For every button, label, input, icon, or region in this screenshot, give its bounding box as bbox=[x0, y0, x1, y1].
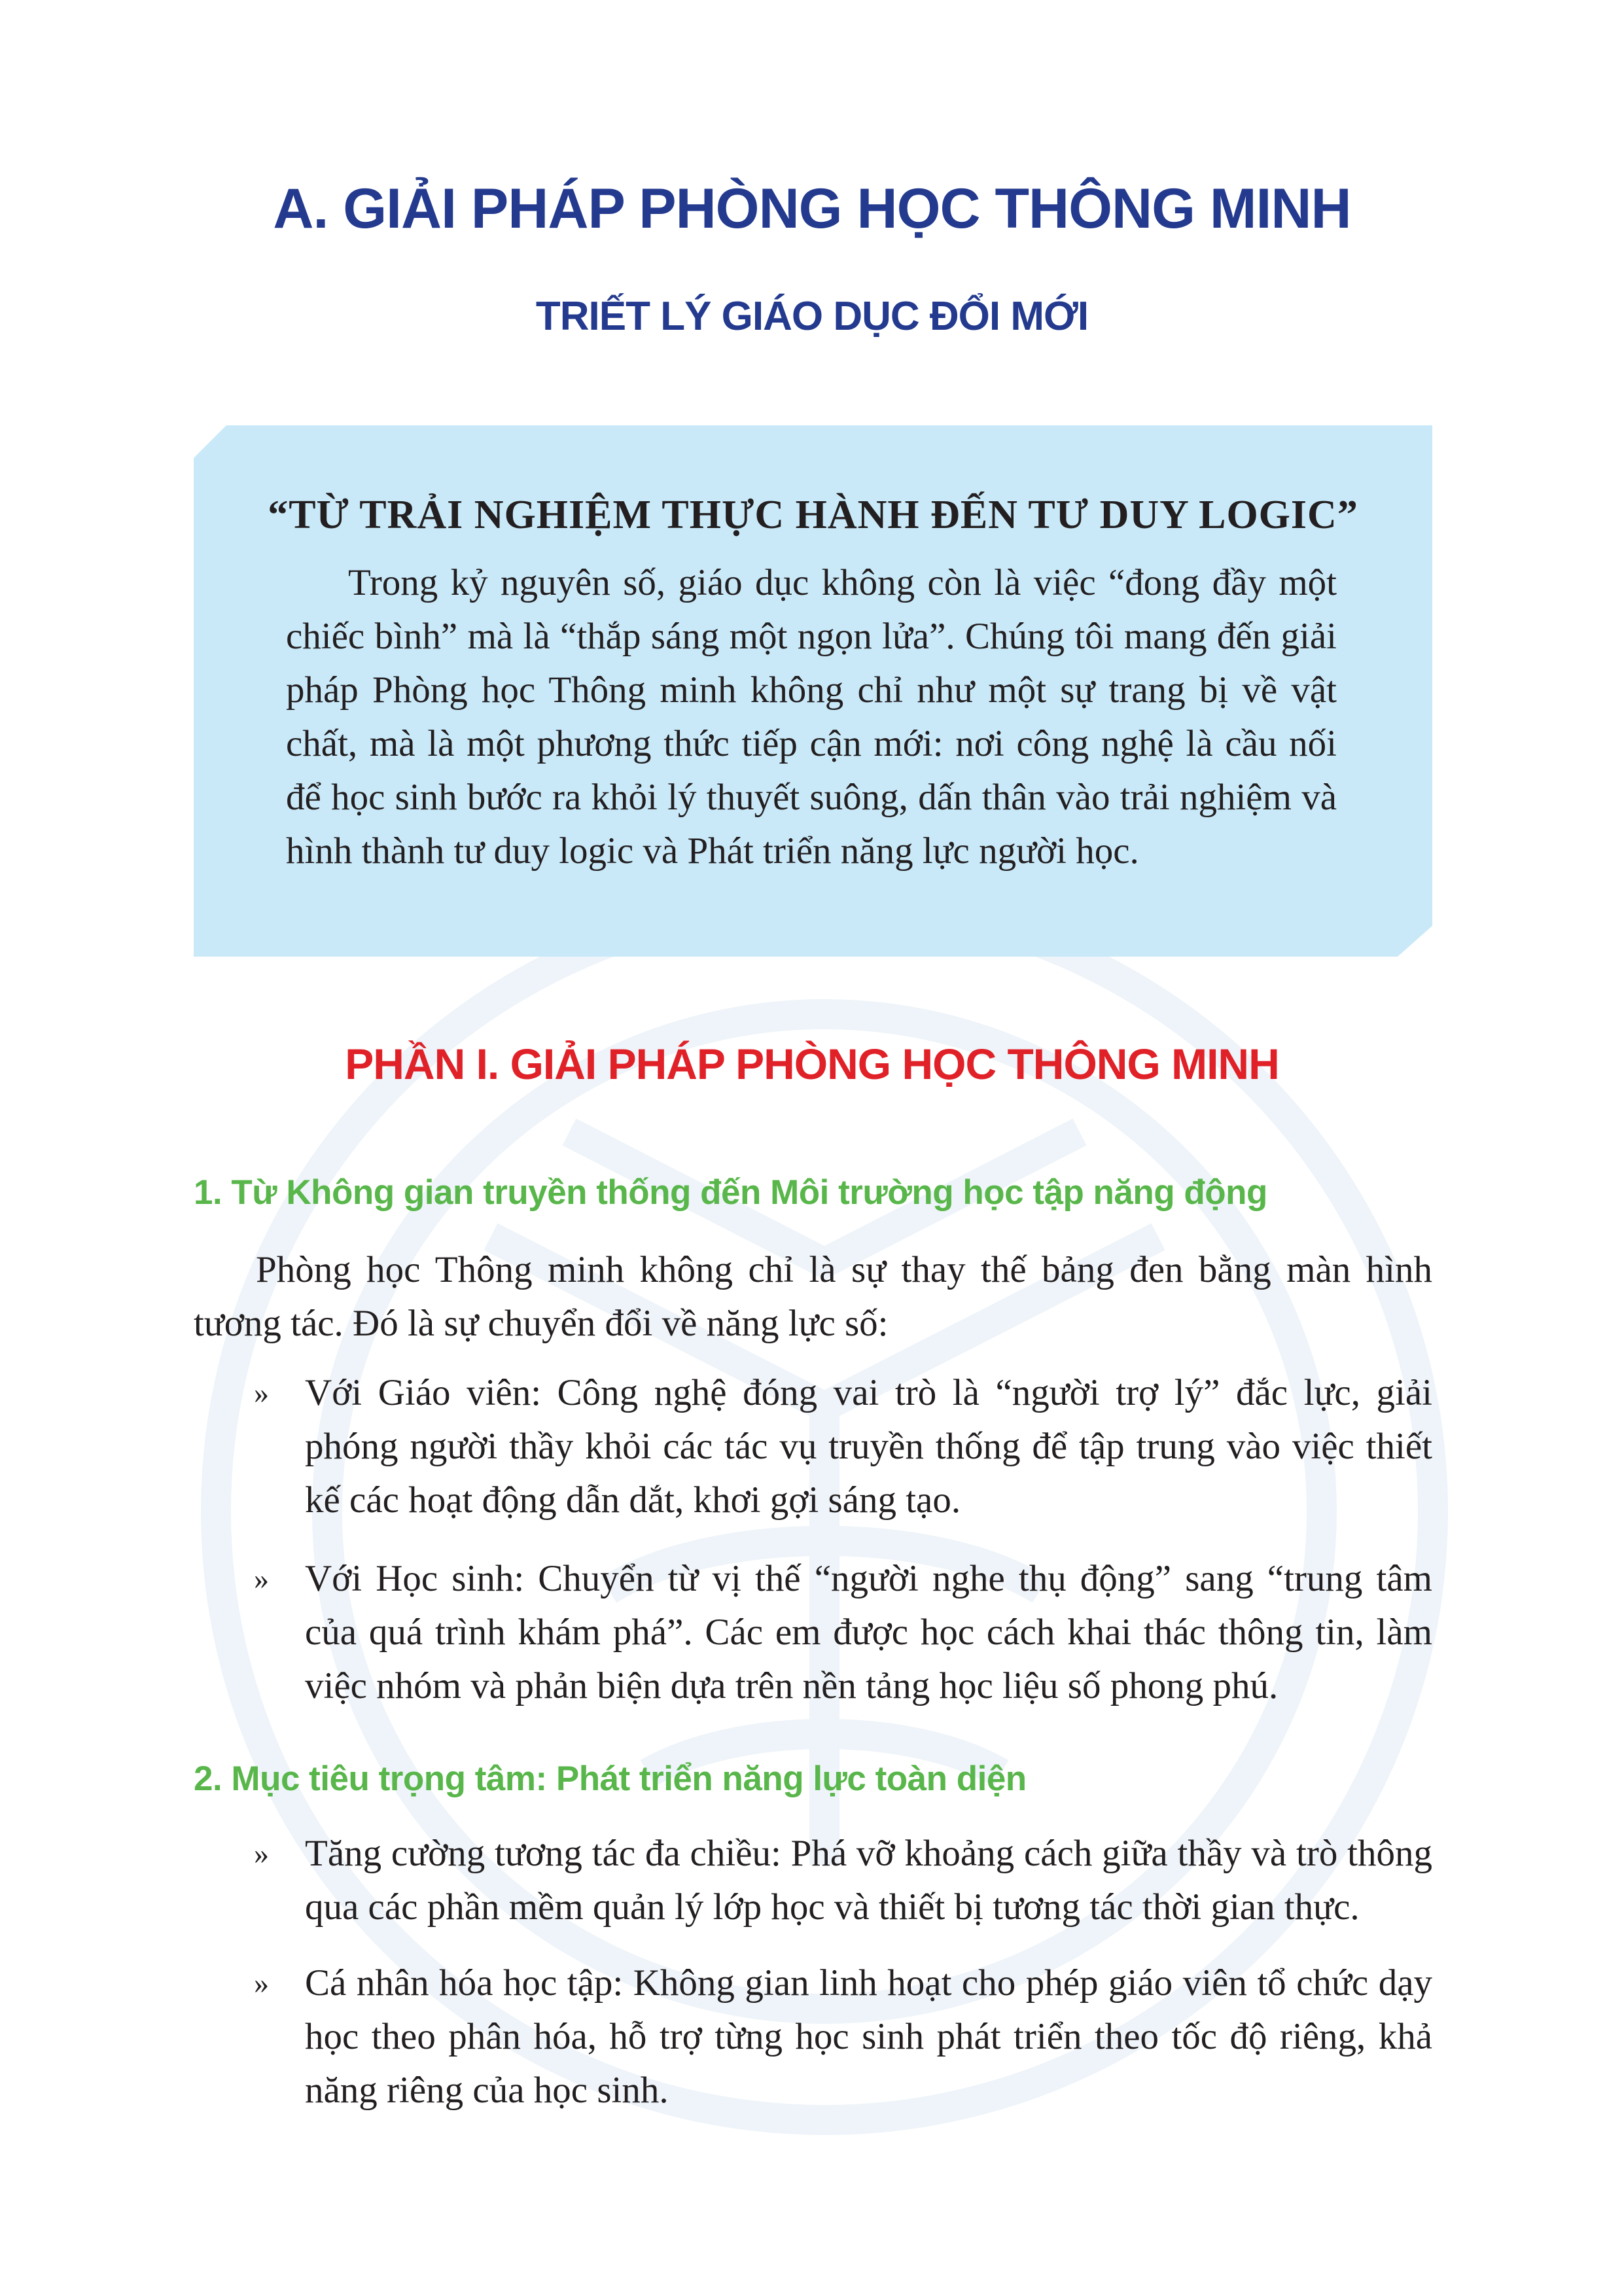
quote-title: “TỪ TRẢI NGHIỆM THỰC HÀNH ĐẾN TƯ DUY LOGIC” bbox=[268, 493, 1358, 537]
section-1-intro: Phòng học Thông minh không chỉ là sự thay thế bảng đen bằng màn hình tương tác. Đó là sự chuyển đổi về năng lực số: bbox=[194, 1249, 1432, 1344]
list-item-text: Cá nhân hóa học tập: Không gian linh hoạt cho phép giáo viên tổ chức dạy học theo phân hóa, hỗ trợ từng học sinh phát triển theo tốc độ riêng, khả năng riêng của học sinh. bbox=[305, 1962, 1432, 2111]
section-heading-2: 2. Mục tiêu trọng tâm: Phát triển năng lực toàn diện bbox=[194, 1759, 1027, 1798]
part-title: PHẦN I. GIẢI PHÁP PHÒNG HỌC THÔNG MINH bbox=[345, 1040, 1279, 1088]
list-item-text: Với Học sinh: Chuyển từ vị thế “người nghe thụ động” sang “trung tâm của quá trình khám phá”. Các em được học cách khai thác thông tin, làm việc nhóm và phản biện dựa trên nền tảng học liệu số phong phú. bbox=[305, 1558, 1432, 1706]
bullet-marker: » bbox=[254, 1376, 269, 1409]
list-item-text: Tăng cường tương tác đa chiều: Phá vỡ khoảng cách giữa thầy và trò thông qua các phần mềm quản lý lớp học và thiết bị tương tác thời gian thực. bbox=[305, 1833, 1432, 1928]
list-item bbox=[254, 1827, 1432, 1934]
page-title: A. GIẢI PHÁP PHÒNG HỌC THÔNG MINH bbox=[273, 177, 1351, 240]
section-heading-1: 1. Từ Không gian truyền thống đến Môi trường học tập năng động bbox=[194, 1173, 1267, 1212]
list-item bbox=[254, 1956, 1432, 2117]
bullet-marker: » bbox=[254, 1837, 269, 1870]
list-item bbox=[254, 1552, 1432, 1713]
list-item bbox=[254, 1366, 1432, 1527]
bullet-marker: » bbox=[254, 1966, 269, 2000]
page-subtitle: TRIẾT LÝ GIÁO DỤC ĐỔI MỚI bbox=[535, 294, 1089, 339]
bullet-marker: » bbox=[254, 1562, 269, 1595]
list-item-text: Với Giáo viên: Công nghệ đóng vai trò là “người trợ lý” đắc lực, giải phóng người thầy khỏi các tác vụ truyền thống để tập trung vào việc thiết kế các hoạt động dẫn dắt, khơi gợi sáng tạo. bbox=[305, 1372, 1432, 1521]
quote-body: Trong kỷ nguyên số, giáo dục không còn là việc “đong đầy một chiếc bình” mà là “thắp sáng một ngọn lửa”. Chúng tôi mang đến giải pháp Phòng học Thông minh không chỉ như một sự trang bị về vật chất, mà là một phương thức tiếp cận mới: nơi công nghệ là cầu nối để học sinh bước ra khỏi lý thuyết suông, dấn thân vào trải nghiệm và hình thành tư duy logic và Phát triển năng lực người học. bbox=[286, 562, 1337, 872]
